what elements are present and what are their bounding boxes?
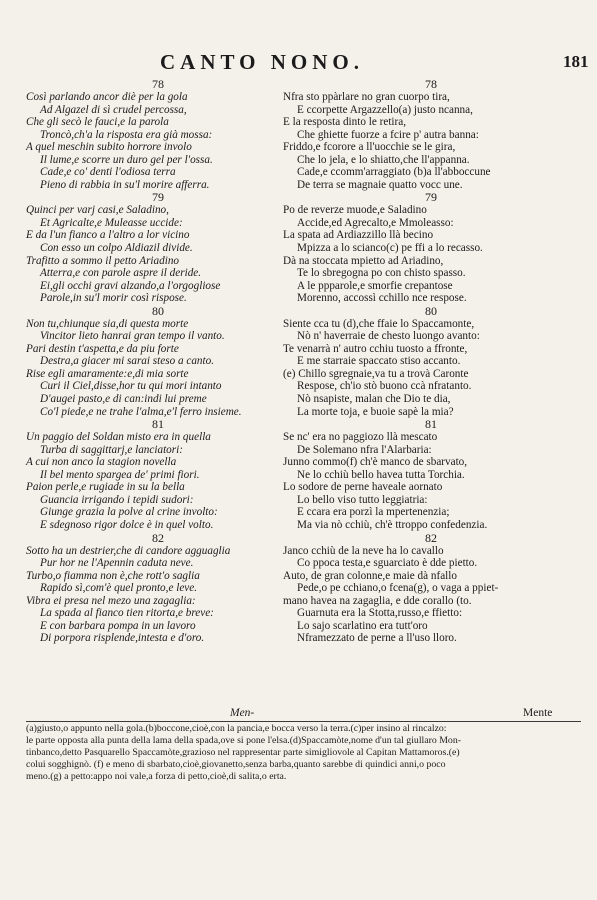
verse-line: Pieno di rabbia in su'l morire afferra.	[40, 178, 210, 191]
verse-line: Cade,e co' denti l'odiosa terra	[40, 166, 176, 179]
verse-line: Turba di saggittarj,e lanciatori:	[40, 443, 183, 456]
verse-line: Atterra,e con parole aspre il deride.	[40, 267, 202, 280]
verse-line: Paion perle,e rugiade in su la bella	[26, 481, 185, 494]
footnote-line: tinbanco,detto Pasquarello Spaccamòte,grazioso nel rappresentar parte simigliovole al Capitan Mattamoros.(e)	[26, 746, 460, 758]
stanza	[26, 78, 290, 191]
verse-line: Guancia irrigando i tepidi sudori:	[40, 493, 194, 506]
verse-line: Po de reverze muode,e Saladino	[283, 204, 427, 217]
verse-line: Janco cchiù de la neve ha lo cavallo	[283, 544, 444, 557]
verse-line: Siente cca tu (d),che ffaie lo Spaccamonte,	[283, 317, 475, 330]
verse-line: Lo sodore de perne haveale aornato	[283, 481, 443, 494]
verse-line: Di porpora risplende,intesta e d'oro.	[40, 632, 205, 645]
verse-line: Morenno, accossì cchillo nce respose.	[297, 292, 467, 305]
verse-line: Destra,a giacer mi sarai steso a canto.	[40, 355, 215, 368]
verse-line: Nframezzato de perne a ll'uso lloro.	[297, 632, 457, 645]
verse-line: Friddo,e fcorore a ll'uocchie se le gira,	[283, 141, 456, 154]
verse-line: E la resposta dinto le retira,	[283, 116, 407, 129]
verse-line: Pur hor ne l'Apennin caduta neve.	[40, 557, 194, 570]
verse-line: Rapido sì,com'è quel pronto,e leve.	[40, 582, 198, 595]
verse-line: Co ppoca testa,e sguarciato è dde pietto.	[297, 557, 478, 570]
verse-line: mano havea na zagaglia, e dde corallo (to.	[283, 594, 472, 607]
verse-line: Guarnuta era la Stotta,russo,e ffietto:	[297, 607, 463, 620]
stanza-number: 82	[152, 530, 164, 545]
verse-line: Sotto ha un destrier,che di candore agguaglia	[26, 544, 231, 557]
stanza-number: 80	[425, 303, 437, 318]
verse-line: De terra se magnaie quatto vocc une.	[297, 178, 463, 191]
verse-line: Junno commo(f) ch'è manco de sbarvato,	[283, 456, 468, 469]
verse-line: Vibra ei presa nel mezo una zagaglia:	[26, 594, 196, 607]
verse-line: E ccorpette Argazzello(a) justo ncanna,	[297, 103, 473, 116]
stanza	[26, 305, 290, 418]
verse-line: Quinci per varj casi,e Saladino,	[26, 204, 169, 217]
verse-line: D'augei pasto,e di can:indi lui preme	[40, 393, 207, 406]
verse-line: Co'l piede,e ne trahe l'alma,e'l ferro insieme.	[40, 405, 242, 418]
verse-line: Così parlando ancor diè per la gola	[26, 91, 188, 103]
verse-line: Parole,in su'l morir così rispose.	[40, 292, 187, 305]
verse-line: Curi il Ciel,disse,hor tu qui mori intanto	[40, 380, 222, 393]
verse-line: Turbo,o fiamma non è,che rott'o saglia	[26, 569, 200, 582]
stanza	[26, 418, 290, 531]
verse-line: (e) Chillo sgregnaie,va tu a trovà Caronte	[283, 367, 469, 380]
verse-line: Giunge grazia la polve al crine involto:	[40, 506, 218, 519]
verse-line: Lo sajo scarlatino era tutt'oro	[297, 619, 428, 632]
verse-line: Nò n' haverraie de chesto luongo avanto:	[297, 330, 480, 343]
verse-line: La morte toja, e buoie sapè la mia?	[297, 405, 454, 418]
stanza-number: 78	[152, 77, 164, 91]
verse-line: Et Agricalte,e Muleasse uccide:	[40, 216, 183, 229]
verse-line: Mpizza a lo scianco(c) pe ffi a lo recasso.	[297, 242, 483, 255]
verse-line: A quel meschin subito horrore involo	[26, 141, 192, 154]
verse-line: La spada al fianco tien ritorta,e breve:	[40, 607, 214, 620]
verse-line: E ccara era porzì la mpertenenzia;	[297, 506, 450, 519]
verse-line: Pede,o pe cchiano,o fcena(g), o vaga a ppiet-	[297, 582, 499, 595]
verse-line: Il lume,e scorre un duro gel per l'ossa.	[40, 153, 213, 166]
verse-line: E da l'un fianco a l'altro a lor vicino	[26, 229, 190, 242]
verse-line: Dà na stoccata mpietto ad Ariadino,	[283, 254, 444, 267]
verse-line: La spata ad Ardiazzillo llà becino	[283, 229, 434, 242]
catchword-right: Mente	[523, 707, 553, 719]
verse-line: Nfra sto ppàrlare no gran cuorpo tira,	[283, 91, 450, 103]
verse-line: Vincitor lieto hanrai gran tempo il vanto.	[40, 330, 225, 343]
verse-line: Nò nsapiste, malan che Dio te dia,	[297, 393, 451, 406]
stanza	[26, 532, 290, 645]
catchword-left: Men-	[230, 707, 255, 719]
verse-line: Ad Algazel di sì crudel percossa,	[40, 103, 187, 116]
footnote-line: meno.(g) a petto:appo noi vale,a forza di petto,cioè,di salita,o erta.	[26, 770, 287, 782]
stanza	[283, 191, 579, 304]
verse-line: Che lo jela, e lo shiatto,che ll'appanna.	[297, 153, 470, 166]
verse-line: Trafitto a sommo il petto Ariadino	[26, 254, 180, 267]
verse-line: Cade,e ccomm'arraggiato (b)a ll'abboccune	[297, 166, 491, 179]
stanza-number: 78	[425, 77, 437, 91]
verse-line: De Solemano nfra l'Alarbaria:	[297, 443, 432, 456]
stanza-number: 80	[152, 303, 164, 318]
verse-line: Respose, ch'io stò buono ccà nfratanto.	[297, 380, 472, 393]
verse-line: Accide,ed Agrecalto,e Mmoleasso:	[297, 216, 454, 229]
footnote-line: (a)giusto,o appunto nella gola.(b)boccone,cioè,con la pancia,e bocca verso la terra.(c)per insino al rincalzo:	[26, 723, 447, 734]
verse-line: Pari destin t'aspetta,e da piu forte	[26, 342, 179, 355]
footnotes	[26, 723, 586, 782]
footnote-line: colui sogghignò. (f) e meno di sbarbato,cioè,giovanetto,senza barba,quanto sarebbe di quindici anni,o poco	[26, 758, 446, 770]
italian-column	[26, 78, 290, 645]
page-number: 181	[563, 52, 589, 71]
verse-line: E sdegnoso rigor dolce è in quel volto.	[40, 518, 214, 531]
verse-line: Con esso un colpo Aldiazil divide.	[40, 242, 193, 255]
stanza-number: 79	[425, 190, 437, 205]
verse-line: E me starraie spaccato stiso accanto.	[297, 355, 461, 368]
verse-line: Ei,gli occhi gravi alzando,a l'orgogliose	[40, 279, 221, 292]
stanza	[283, 305, 579, 418]
footnote-divider	[26, 721, 581, 722]
verse-line: Rise egli amaramente:e,di mia sorte	[26, 367, 189, 380]
verse-line: Un paggio del Soldan misto era in quella	[26, 431, 211, 444]
verse-line: Te venarrà n' autro cchiu tuosto a ffronte,	[283, 342, 468, 355]
verse-line: A cui non anco la stagion novella	[26, 456, 177, 469]
neapolitan-column	[283, 78, 579, 645]
verse-line: Che ghiette fuorze a fcire p' autra banna:	[297, 128, 479, 141]
page-header	[0, 50, 597, 78]
stanza	[283, 418, 579, 531]
verse-line: Auto, de gran colonne,e maie dà nfallo	[283, 569, 457, 582]
footnote-line: le parte opposta alla punta della lama della spada,ove si pone l'elsa.(d)Spaccamòte,nome d'un tal giullaro Mon-	[26, 734, 461, 746]
verse-line: Te lo sbregogna po con chisto spasso.	[297, 267, 466, 280]
verse-line: A le ppparole,e smorfie crepantose	[297, 279, 453, 292]
running-title: CANTO NONO.	[160, 50, 364, 74]
stanza-number: 81	[425, 417, 437, 432]
stanza	[283, 78, 579, 191]
verse-line: Troncò,ch'a la risposta era già mossa:	[40, 128, 213, 141]
verse-line: Lo bello viso tutto leggiatria:	[297, 493, 428, 506]
verse-line: Che gli secò le fauci,e la parola	[26, 116, 169, 129]
verse-line: Il bel mento spargea de' primi fiori.	[40, 468, 200, 481]
verse-line: Se nc' era no paggiozo llà mescato	[283, 431, 438, 444]
stanza-number: 81	[152, 417, 164, 432]
stanza	[26, 191, 290, 304]
verse-line: Ne lo cchiù bello havea tutta Torchia.	[297, 468, 465, 481]
stanza-number: 82	[425, 530, 437, 545]
stanza-number: 79	[152, 190, 164, 205]
verse-line: Ma via nò cchiù, ch'è ttroppo confedenzia.	[297, 518, 488, 531]
verse-line: Non tu,chiunque sia,di questa morte	[26, 317, 189, 330]
verse-line: E con barbara pompa in un lavoro	[40, 619, 196, 632]
stanza	[283, 532, 579, 645]
